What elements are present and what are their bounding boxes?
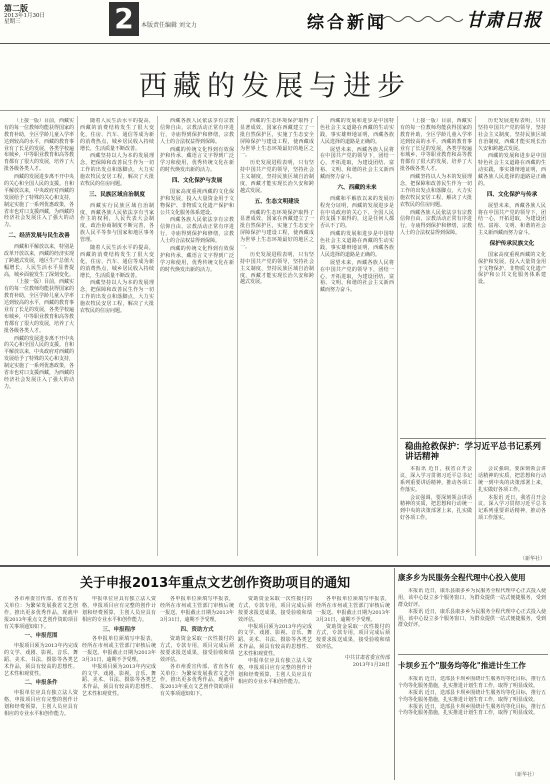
paragraph: 申报项目须为2013年内完成的文学、戏剧、影视、音乐、舞蹈、美术、书法、摄影等各类艺术作品，须具有较高的思想性、艺术性和观赏性。 [238,623,312,658]
subhead: 二、经济发展与民生改善 [8,233,70,240]
news-a-body [398,588,546,650]
paragraph: 申报项目须为2013年内完成的文学、戏剧、影视、音乐、舞蹈、美术、书法、摄影等各类艺术作品，须具有较高的思想性、艺术性和观赏性。 [4,643,78,677]
paragraph: 申报单位应具有独立法人资格，申报项目应有完整的创作计划和经费预算，主创人员应具有相应的专业水平和创作能力。 [238,658,312,685]
paragraph: 资助资金采取一次性拨付的方式，专款专用，项目完成后须按要求报送成果，接受验收和绩效评估。 [238,596,312,623]
story-byline: （新华社） [520,556,546,562]
story-column-1 [400,466,472,558]
paragraph: 西藏的传统文化得到有效保护和传承，藏语言文字得到广泛学习和使用，优秀传统文化在新的时代焕发出新的活力。 [160,245,234,273]
column-divider [475,116,476,556]
paragraph: 历史发展进程表明，只有坚持中国共产党的领导，坚持社会主义制度，坚持民族区域自治制度，西藏才能实现长治久安和跨越式发展。 [240,160,314,194]
paragraph: 西藏的发展进步离不开中央的关心和全国人民的支援。自和平解放以来，中央政府对西藏的发展给予了特殊的关心和支持，制定实施了一系列优惠政策，各省市也对口支援西藏，为西藏的经济社会发展注入了强大的动力。 [4,174,74,229]
paragraph: 西藏的生态环境保护取得了显著成效，国家在西藏建立了一批自然保护区，实施了生态安全屏障保护与建设工程，使西藏成为世界上生态环境最好的地区之一。 [240,118,314,159]
bottom-column-divider [394,568,395,780]
notice-column-2 [82,596,156,780]
paragraph: 资助资金采取一次性拨付的方式，专款专用，项目完成后须按要求报送成果，接受验收和绩效评估。 [160,636,234,663]
paragraph: 西藏坚持以人为本的发展理念，把保障和改善民生作为一切工作的出发点和落脚点，大力实施农牧民安居工程，解决了大批农牧民的住房问题。 [80,153,154,188]
paragraph: 西藏的发展和进步是中国特色社会主义道路在西藏的生动实践，事实雄辩地证明，西藏各族人民选择的道路是正确的。 [320,118,394,145]
date-box [4,4,58,25]
paragraph: 展望未来，西藏各族人民将在中国共产党的领导下，团结一心，开拓进取，为建设团结、富裕、文明、和谐的社会主义新西藏而努力奋斗。 [320,259,394,294]
subhead: 六、西藏的未来 [337,185,377,192]
subhead: 五、生态文明建设 [254,198,300,205]
paragraph: 西藏实行民族区域自治制度，西藏各族人民依法享有当家作主的权利，人民代表大会制度、政治协商制度不断完善，各族人民平等参与国家和地区事务管理。 [80,202,154,244]
paragraph: 国家高度重视西藏的文化保护和发展，投入大量资金用于文物保护、非物质文化遗产保护和公共文化服务体系建设。 [478,251,546,286]
paragraph: 西藏的发展进步离不开中央的关心和全国人民的支援。自和平解放以来，中央政府对西藏的发展给予了特殊的关心和支持，制定实施了一系列优惠政策，各省市也对口支援西藏，为西藏的经济社会发展注入了强大的动力。 [4,335,74,390]
notice-column-5 [316,596,390,780]
paragraph: 本报讯 近日，迭部县卡坝乡围绕计生服务均等化目标，推行五个均等化服务措施，扎实推进计划生育工作，取得了明显成效。 [398,689,546,703]
paragraph: 各市州委宣传部、省直各有关单位：为繁荣发展我省文艺创作，推出更多优秀作品，现就申报2013年重点文艺创作资助项目有关事项通知如下。 [4,596,78,630]
subhead: 二、申报条件 [24,680,58,687]
notice-headline: 关于申报2013年重点文艺创作资助项目的通知 [80,576,351,591]
article-column-2 [80,118,154,558]
column-divider [317,116,318,556]
news-b-headline: 卡坝乡五个"服务均等化"推进计生工作 [398,661,526,670]
paragraph: 会议强调，要深刻领会讲话精神的实质，把思想和行动统一到中央的决策部署上来，扎实做好各项工作。 [400,494,472,522]
footer-credit: （新华社） [512,772,538,778]
subhead: 四、文化保护与发展 [171,178,223,185]
news-a-headline: 康多乡为民服务全程代理中心投入使用 [398,573,526,582]
paragraph: 本报讯 近日，我省召开会议，深入学习贯彻习近平总书记系列重要讲话精神，推动各项工作落实。 [400,466,472,493]
subhead: 三、民族区域自治制度 [89,191,145,198]
subhead: 四、资助方式 [180,626,214,633]
story-headline: 稳曲抢救保护：学习近平总书记系列讲话精神 [405,442,542,463]
paragraph: 西藏的传统文化得到有效保护和传承，藏语言文字得到广泛学习和使用，优秀传统文化在新的时代焕发出新的活力。 [160,146,234,174]
subhead: 保护传承民族文化 [489,241,535,248]
paragraph: 各申报单位须填写申报表，经所在市州或主管部门审核后统一报送。申报截止日期为2013年3月31日，逾期不予受理。 [316,596,390,623]
paragraph: 西藏坚持以人为本的发展理念，把保障和改善民生作为一切工作的出发点和落脚点，大力实施农牧民安居工程，解决了大批农牧民的住房问题。 [400,174,472,208]
paragraph: 国家高度重视西藏的文化保护和发展，投入大量资金用于文物保护、非物质文化遗产保护和公共文化服务体系建设。 [160,188,234,216]
column-divider [397,116,398,556]
paragraph: 西藏坚持以人为本的发展理念，把保障和改善民生作为一切工作的出发点和落脚点，大力实施农牧民安居工程，解决了大批农牧民的住房问题。 [80,280,154,314]
paragraph: 申报单位应具有独立法人资格，申报项目应有完整的创作计划和经费预算，主创人员应具有相应的专业水平和创作能力。 [82,596,156,623]
article-column-7 [478,118,546,328]
paragraph: 西藏各族人民依法享有宗教信仰自由，宗教活动正常有序进行，寺庙得到保护和修缮，宗教人士的合法权益得到保障。 [160,118,234,145]
paragraph: 申报单位应具有独立法人资格，申报项目应有完整的创作计划和经费预算，主创人员应具有相应的专业水平和创作能力。 [4,690,78,717]
article-column-3 [160,118,234,558]
article-column-4 [240,118,314,558]
column-divider [77,116,78,556]
paragraph: 西藏的生态环境保护取得了显著成效，国家在西藏建立了一批自然保护区，实施了生态安全屏障保护与建设工程，使西藏成为世界上生态环境最好的地区之一。 [240,209,314,250]
article-column-6 [400,118,472,338]
paragraph: 西藏和平解放以来的发展历程充分证明，西藏的发展进步是在中央政府的关心下、全国人民的支援下取得的，这是任何人都否认不了的。 [320,195,394,230]
paragraph: 随着人民生活水平的提高，西藏的消费结构发生了很大变化，住房、汽车、通信等成为新的消费热点，城乡居民收入持续增长，生活质量不断改善。 [80,244,154,279]
column-divider [237,116,238,556]
subhead: 四、文化保护与传承 [486,191,538,198]
paragraph: 各申报单位须填写申报表，经所在市州或主管部门审核后统一报送。申报截止日期为2013年3月31日，逾期不予受理。 [82,636,156,663]
section-title: 综合新闻 [307,13,387,33]
masthead [0,0,550,44]
notice-signature: 中共甘肃省委宣传部 [344,655,390,662]
paragraph: 西藏各族人民依法享有宗教信仰自由，宗教活动正常有序进行，寺庙得到保护和修缮，宗教人士的合法权益得到保障。 [400,209,472,237]
column-divider [157,116,158,556]
paragraph: 各市州委宣传部、省直各有关单位：为繁荣发展我省文艺创作，推出更多优秀作品，现就申报2013年重点文艺创作资助项目有关事项通知如下。 [160,663,234,698]
newspaper-logo: 甘肃日报 [466,10,542,31]
editor-line: 本版责任编辑 刘文力 [141,22,197,29]
paragraph: 历史发展进程表明，只有坚持中国共产党的领导，坚持社会主义制度，坚持民族区域自治制度，西藏才能实现长治久安和跨越式发展。 [240,251,314,286]
weekday: 星期三 [4,19,21,26]
paragraph: 本报讯 近日，康乐县康多乡为民服务全程代理中心正式投入使用，该中心设立多个服务窗口，为群众提供一站式便捷服务，受到群众好评。 [398,588,546,608]
main-headline: 西藏的发展与进步 [138,69,411,102]
paragraph: 本报讯 近日，我省召开会议，深入学习贯彻习近平总书记系列重要讲话精神，推动各项工作落实。 [478,494,546,522]
news-divider [398,654,548,655]
paragraph: 本报讯 近日，迭部县卡坝乡围绕计生服务均等化目标，推行五个均等化服务措施，扎实推进计划生育工作，取得了明显成效。 [398,703,546,717]
notice-column-1 [4,596,78,780]
headline-divider [0,110,550,111]
bottom-divider [0,565,550,567]
article-column-1 [4,118,74,558]
notice-column-3 [160,596,234,780]
paragraph: 历史发展进程表明，只有坚持中国共产党的领导，坚持社会主义制度，坚持民族区域自治制度，西藏才能实现长治久安和跨越式发展。 [478,118,546,152]
paragraph: 随着人民生活水平的提高，西藏的消费结构发生了很大变化，住房、汽车、通信等成为新的消费热点，城乡居民收入持续增长，生活质量不断改善。 [80,118,154,152]
page-number: 2 [109,2,139,36]
news-b-body [398,676,546,768]
paragraph: 本报讯 近日，康乐县康多乡为民服务全程代理中心正式投入使用，该中心设立多个服务窗口，为群众提供一站式便捷服务，受到群众好评。 [398,608,546,629]
edition-label: 第二版 [4,3,28,13]
story-column-2 [478,466,546,558]
paragraph: （上接一版）目前，西藏实有的每一位教师均能获得国家的教育补助，全区学龄儿童入学率达到较高的水平，西藏的教育事业有了长足的发展，各类学校遍布城乡，中等职业教育和高等教育都有了很大的发展，培养了大批各级各类人才。 [400,118,472,173]
decorative-wave-icon [383,14,463,24]
paragraph: 各申报单位须填写申报表，经所在市州或主管部门审核后统一报送。申报截止日期为2013年3月31日，逾期不予受理。 [160,596,234,623]
paragraph: 展望未来，西藏各族人民将在中国共产党的领导下，团结一心，开拓进取，为建设团结、富裕、文明、和谐的社会主义新西藏而努力奋斗。 [478,202,546,237]
paragraph: 西藏各族人民依法享有宗教信仰自由，宗教活动正常有序进行，寺庙得到保护和修缮，宗教人士的合法权益得到保障。 [160,217,234,245]
paragraph: 会议强调，要深刻领会讲话精神的实质，把思想和行动统一到中央的决策部署上来，扎实做好各项工作。 [478,466,546,493]
notice-sign-date: 2013年1月28日 [352,662,390,669]
issue-date: 2013年1月30日 [4,12,45,19]
paragraph: 展望未来，西藏各族人民将在中国共产党的领导下，团结一心，开拓进取，为建设团结、富裕、文明、和谐的社会主义新西藏而努力奋斗。 [320,146,394,181]
subhead: 一、申报范围 [24,633,58,640]
box-top-rule [400,438,546,439]
paragraph: 西藏的发展和进步是中国特色社会主义道路在西藏的生动实践，事实雄辩地证明，西藏各族人民选择的道路是正确的。 [320,231,394,258]
paragraph: （上接一版）目前，西藏实有的每一位教师均能获得国家的教育补助，全区学龄儿童入学率达到较高的水平，西藏的教育事业有了长足的发展，各类学校遍布城乡，中等职业教育和高等教育都有了很大的发展，培养了大批各级各类人才。 [4,118,74,173]
paragraph: 西藏和平解放以来，特别是改革开放以来，西藏的经济实现了跨越式发展，地区生产总值大幅增长，人民生活水平显著提高，城乡面貌发生了深刻变化。 [4,243,74,278]
subhead: 三、申报程序 [102,626,136,633]
paragraph: 西藏的发展和进步是中国特色社会主义道路在西藏的生动实践，事实雄辩地证明，西藏各族人民选择的道路是正确的。 [478,153,546,188]
paragraph: 资助资金采取一次性拨付的方式，专款专用，项目完成后须按要求报送成果，接受验收和绩效评估。 [316,623,390,651]
notice-column-4 [238,596,312,780]
paragraph: 本报讯 近日，迭部县卡坝乡围绕计生服务均等化目标，推行五个均等化服务措施，扎实推进计划生育工作，取得了明显成效。 [398,676,546,689]
paragraph: 申报项目须为2013年内完成的文学、戏剧、影视、音乐、舞蹈、美术、书法、摄影等各类艺术作品，须具有较高的思想性、艺术性和观赏性。 [82,663,156,698]
paragraph: （上接一版）目前，西藏实有的每一位教师均能获得国家的教育补助，全区学龄儿童入学率达到较高的水平，西藏的教育事业有了长足的发展，各类学校遍布城乡，中等职业教育和高等教育都有了很大的发展，培养了大批各级各类人才。 [4,279,74,334]
article-column-5 [320,118,394,558]
